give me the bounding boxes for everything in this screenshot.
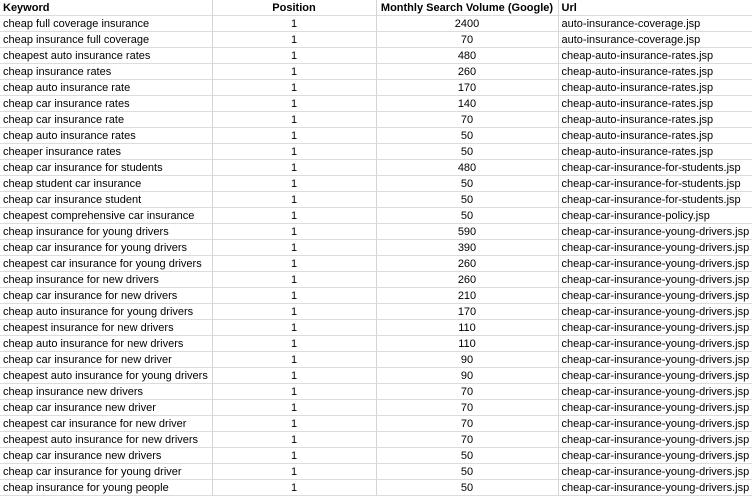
url-cell[interactable]: cheap-car-insurance-young-drivers.jsp: [558, 432, 752, 448]
keyword-cell[interactable]: cheap car insurance for new driver: [0, 352, 212, 368]
volume-cell[interactable]: 50: [376, 176, 558, 192]
volume-cell[interactable]: 50: [376, 192, 558, 208]
volume-cell[interactable]: 70: [376, 32, 558, 48]
table-row: [0, 432, 752, 448]
keyword-cell[interactable]: cheap insurance for new drivers: [0, 272, 212, 288]
url-cell[interactable]: cheap-auto-insurance-rates.jsp: [558, 64, 752, 80]
position-cell[interactable]: 1: [212, 320, 376, 336]
table-row: [0, 416, 752, 432]
url-cell[interactable]: cheap-car-insurance-young-drivers.jsp: [558, 304, 752, 320]
volume-cell[interactable]: 170: [376, 304, 558, 320]
table-row: [0, 448, 752, 464]
position-cell[interactable]: 1: [212, 480, 376, 496]
volume-cell[interactable]: 70: [376, 416, 558, 432]
keyword-cell[interactable]: cheapest car insurance for young drivers: [0, 256, 212, 272]
keyword-cell[interactable]: cheap student car insurance: [0, 176, 212, 192]
position-cell[interactable]: 1: [212, 96, 376, 112]
keyword-header[interactable]: Keyword: [0, 0, 212, 16]
volume-cell[interactable]: 50: [376, 208, 558, 224]
volume-cell[interactable]: 390: [376, 240, 558, 256]
position-cell[interactable]: 1: [212, 400, 376, 416]
url-cell[interactable]: cheap-car-insurance-young-drivers.jsp: [558, 384, 752, 400]
position-cell[interactable]: 1: [212, 432, 376, 448]
table-row: [0, 336, 752, 352]
position-cell[interactable]: 1: [212, 288, 376, 304]
table-row: [0, 464, 752, 480]
volume-cell[interactable]: 70: [376, 432, 558, 448]
keyword-cell[interactable]: cheap insurance new drivers: [0, 384, 212, 400]
keyword-cell[interactable]: cheap auto insurance rate: [0, 80, 212, 96]
keyword-cell[interactable]: cheap auto insurance for young drivers: [0, 304, 212, 320]
keyword-cell[interactable]: cheapest car insurance for new driver: [0, 416, 212, 432]
url-cell[interactable]: cheap-car-insurance-young-drivers.jsp: [558, 336, 752, 352]
url-cell[interactable]: cheap-auto-insurance-rates.jsp: [558, 80, 752, 96]
table-row: [0, 384, 752, 400]
position-cell[interactable]: 1: [212, 32, 376, 48]
position-cell[interactable]: 1: [212, 176, 376, 192]
url-cell[interactable]: cheap-auto-insurance-rates.jsp: [558, 48, 752, 64]
position-cell[interactable]: 1: [212, 208, 376, 224]
volume-cell[interactable]: 70: [376, 112, 558, 128]
url-cell[interactable]: cheap-car-insurance-young-drivers.jsp: [558, 448, 752, 464]
volume-cell[interactable]: 2400: [376, 16, 558, 32]
keyword-cell[interactable]: cheap car insurance rate: [0, 112, 212, 128]
table-row: [0, 480, 752, 496]
url-cell[interactable]: cheap-car-insurance-young-drivers.jsp: [558, 480, 752, 496]
volume-cell[interactable]: 480: [376, 48, 558, 64]
url-cell[interactable]: cheap-auto-insurance-rates.jsp: [558, 128, 752, 144]
url-cell[interactable]: cheap-car-insurance-young-drivers.jsp: [558, 240, 752, 256]
url-cell[interactable]: cheap-car-insurance-young-drivers.jsp: [558, 320, 752, 336]
table-row: [0, 288, 752, 304]
position-cell[interactable]: 1: [212, 464, 376, 480]
keyword-cell[interactable]: cheap full coverage insurance: [0, 16, 212, 32]
volume-cell[interactable]: 70: [376, 400, 558, 416]
keyword-cell[interactable]: cheap car insurance new drivers: [0, 448, 212, 464]
keyword-cell[interactable]: cheap car insurance new driver: [0, 400, 212, 416]
volume-cell[interactable]: 110: [376, 336, 558, 352]
position-cell[interactable]: 1: [212, 384, 376, 400]
position-cell[interactable]: 1: [212, 240, 376, 256]
url-cell[interactable]: cheap-car-insurance-young-drivers.jsp: [558, 256, 752, 272]
volume-cell[interactable]: 140: [376, 96, 558, 112]
position-cell[interactable]: 1: [212, 144, 376, 160]
position-cell[interactable]: 1: [212, 160, 376, 176]
table-row: [0, 320, 752, 336]
keyword-cell[interactable]: cheap car insurance for new drivers: [0, 288, 212, 304]
position-cell[interactable]: 1: [212, 80, 376, 96]
url-header[interactable]: Url: [558, 0, 752, 16]
url-cell[interactable]: cheap-auto-insurance-rates.jsp: [558, 144, 752, 160]
table-row: [0, 48, 752, 64]
url-cell[interactable]: cheap-auto-insurance-rates.jsp: [558, 112, 752, 128]
volume-cell[interactable]: 50: [376, 144, 558, 160]
url-cell[interactable]: cheap-auto-insurance-rates.jsp: [558, 96, 752, 112]
position-cell[interactable]: 1: [212, 192, 376, 208]
table-row: [0, 160, 752, 176]
keyword-cell[interactable]: cheap car insurance for young drivers: [0, 240, 212, 256]
keyword-cell[interactable]: cheap insurance for young drivers: [0, 224, 212, 240]
url-cell[interactable]: cheap-car-insurance-young-drivers.jsp: [558, 416, 752, 432]
position-cell[interactable]: 1: [212, 128, 376, 144]
position-cell[interactable]: 1: [212, 224, 376, 240]
position-cell[interactable]: 1: [212, 416, 376, 432]
volume-cell[interactable]: 90: [376, 368, 558, 384]
table-row: [0, 64, 752, 80]
volume-cell[interactable]: 170: [376, 80, 558, 96]
volume-cell[interactable]: 210: [376, 288, 558, 304]
table-row: [0, 304, 752, 320]
url-cell[interactable]: cheap-car-insurance-for-students.jsp: [558, 192, 752, 208]
table-row: [0, 256, 752, 272]
table-row: [0, 224, 752, 240]
table-row: [0, 96, 752, 112]
keyword-cell[interactable]: cheap insurance full coverage: [0, 32, 212, 48]
keyword-cell[interactable]: cheap insurance rates: [0, 64, 212, 80]
url-cell[interactable]: cheap-car-insurance-young-drivers.jsp: [558, 352, 752, 368]
volume-cell[interactable]: 90: [376, 352, 558, 368]
table-row: [0, 272, 752, 288]
volume-cell[interactable]: 50: [376, 480, 558, 496]
keyword-cell[interactable]: cheap car insurance student: [0, 192, 212, 208]
volume-cell[interactable]: 50: [376, 128, 558, 144]
url-cell[interactable]: auto-insurance-coverage.jsp: [558, 16, 752, 32]
table-row: [0, 352, 752, 368]
position-cell[interactable]: 1: [212, 368, 376, 384]
volume-cell[interactable]: 50: [376, 464, 558, 480]
position-cell[interactable]: 1: [212, 448, 376, 464]
volume-cell[interactable]: 260: [376, 256, 558, 272]
keyword-cell[interactable]: cheap car insurance rates: [0, 96, 212, 112]
volume-header[interactable]: Monthly Search Volume (Google): [376, 0, 558, 16]
keyword-cell[interactable]: cheap car insurance for students: [0, 160, 212, 176]
url-cell[interactable]: cheap-car-insurance-young-drivers.jsp: [558, 400, 752, 416]
table-row: [0, 80, 752, 96]
keyword-cell[interactable]: cheap insurance for young people: [0, 480, 212, 496]
keyword-cell[interactable]: cheapest auto insurance for young drivers: [0, 368, 212, 384]
position-cell[interactable]: 1: [212, 352, 376, 368]
url-cell[interactable]: auto-insurance-coverage.jsp: [558, 32, 752, 48]
table-row: [0, 144, 752, 160]
table-row: [0, 208, 752, 224]
table-row: [0, 32, 752, 48]
position-header[interactable]: Position: [212, 0, 376, 16]
keyword-cell[interactable]: cheapest insurance for new drivers: [0, 320, 212, 336]
header-row: [0, 0, 752, 16]
keyword-cell[interactable]: cheap auto insurance for new drivers: [0, 336, 212, 352]
table-row: [0, 192, 752, 208]
position-cell[interactable]: 1: [212, 304, 376, 320]
position-cell[interactable]: 1: [212, 48, 376, 64]
volume-cell[interactable]: 590: [376, 224, 558, 240]
volume-cell[interactable]: 50: [376, 448, 558, 464]
table-row: [0, 128, 752, 144]
table-row: [0, 112, 752, 128]
table-row: [0, 16, 752, 32]
table-row: [0, 368, 752, 384]
url-cell[interactable]: cheap-car-insurance-for-students.jsp: [558, 160, 752, 176]
volume-cell[interactable]: 260: [376, 64, 558, 80]
volume-cell[interactable]: 260: [376, 272, 558, 288]
position-cell[interactable]: 1: [212, 272, 376, 288]
url-cell[interactable]: cheap-car-insurance-for-students.jsp: [558, 176, 752, 192]
position-cell[interactable]: 1: [212, 16, 376, 32]
keyword-cell[interactable]: cheap auto insurance rates: [0, 128, 212, 144]
url-cell[interactable]: cheap-car-insurance-young-drivers.jsp: [558, 368, 752, 384]
position-cell[interactable]: 1: [212, 112, 376, 128]
volume-cell[interactable]: 480: [376, 160, 558, 176]
table-row: [0, 240, 752, 256]
keyword-cell[interactable]: cheap car insurance for young driver: [0, 464, 212, 480]
volume-cell[interactable]: 70: [376, 384, 558, 400]
url-cell[interactable]: cheap-car-insurance-young-drivers.jsp: [558, 224, 752, 240]
url-cell[interactable]: cheap-car-insurance-policy.jsp: [558, 208, 752, 224]
position-cell[interactable]: 1: [212, 256, 376, 272]
position-cell[interactable]: 1: [212, 64, 376, 80]
keyword-cell[interactable]: cheaper insurance rates: [0, 144, 212, 160]
keyword-cell[interactable]: cheapest comprehensive car insurance: [0, 208, 212, 224]
keyword-cell[interactable]: cheapest auto insurance for new drivers: [0, 432, 212, 448]
table-row: [0, 176, 752, 192]
keyword-cell[interactable]: cheapest auto insurance rates: [0, 48, 212, 64]
url-cell[interactable]: cheap-car-insurance-young-drivers.jsp: [558, 464, 752, 480]
position-cell[interactable]: 1: [212, 336, 376, 352]
url-cell[interactable]: cheap-car-insurance-young-drivers.jsp: [558, 288, 752, 304]
url-cell[interactable]: cheap-car-insurance-young-drivers.jsp: [558, 272, 752, 288]
table-row: [0, 400, 752, 416]
volume-cell[interactable]: 110: [376, 320, 558, 336]
